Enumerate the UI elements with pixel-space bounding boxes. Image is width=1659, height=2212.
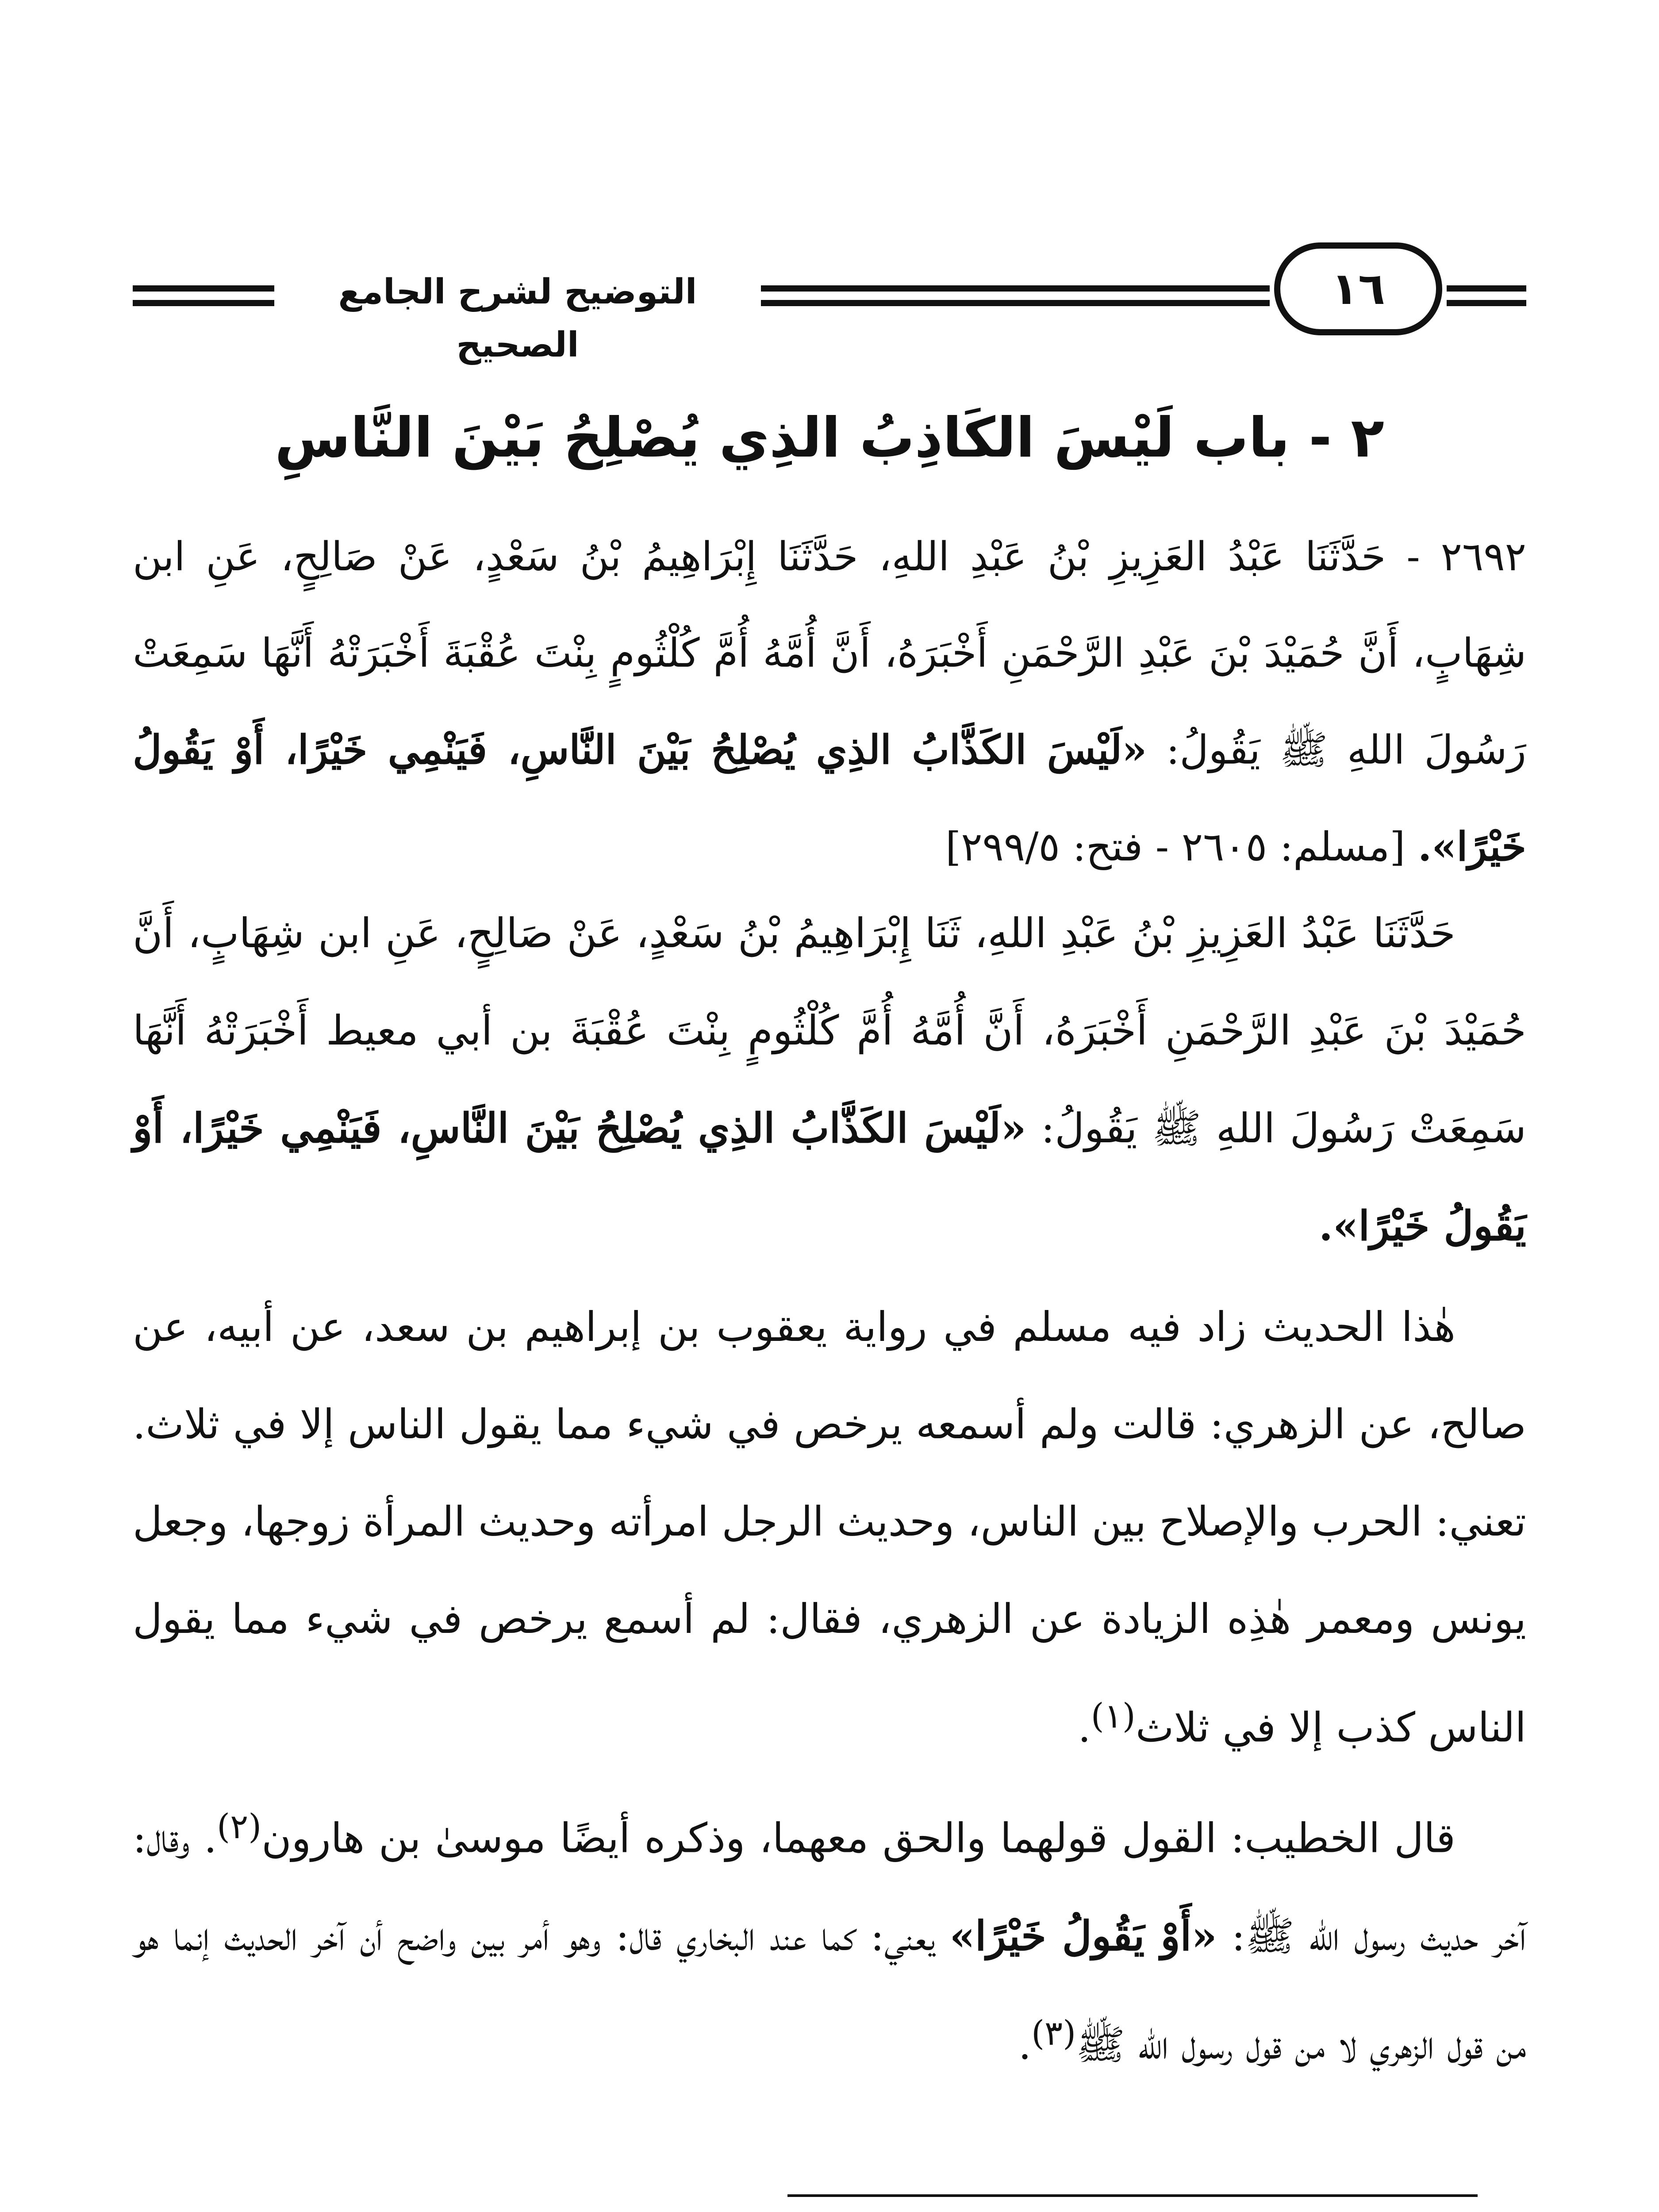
chapter-title: ٢ - باب لَيْسَ الكَاذِبُ الذِي يُصْلِحُ بَيْنَ النَّاسِ	[275, 406, 1384, 470]
paragraph-text: هٰذا الحديث زاد فيه مسلم في رواية يعقوب بن إبراهيم بن سعد، عن أبيه، عن صالح، عن الزهري: قالت ولم أسمعه يرخص في شيء مما يقول الناس إلا في ثلاث. تعني: الحرب والإصلاح بين الناس، وحديث الرجل امرأته وحديث المرأة زوجها، وجعل يونس ومعمر هٰذِه الزيادة عن الزهري، فقال: لم أسمع يرخص في شيء مما يقول الناس كذب إلا في ثلاث	[133, 1303, 1526, 1751]
paragraph-text: حَدَّثَنَا عَبْدُ العَزِيزِ بْنُ عَبْدِ اللهِ، ثَنَا إِبْرَاهِيمُ بْنُ سَعْدٍ، عَنْ صَالِحٍ، عَنِ ابن شِهَابٍ، أَنَّ حُمَيْدَ بْنَ عَبْدِ الرَّحْمَنِ أَخْبَرَهُ، أَنَّ أُمَّهُ أُمَّ كُلْثُومٍ بِنْتَ عُقْبَةَ بن أبي معيط أَخْبَرَتْهُ أَنَّهَا سَمِعَتْ رَسُولَ اللهِ ﷺ يَقُولُ:	[133, 910, 1527, 1152]
footnote-ref-1: (١)	[1091, 1697, 1136, 1736]
commentary-paragraph-2	[133, 1279, 1526, 1777]
paragraph-text: يعني: كما عند البخاري قال: وهو أمر بين واضح أن آخر الحديث إنما هو من قول الزهري لا من قول رسول الله ﷺ	[133, 1912, 1526, 2069]
header-rule-right	[761, 300, 1270, 306]
header-rule-right	[1447, 285, 1526, 292]
paragraph-text: قال الخطيب: القول قولهما والحق معهما، وذكره أيضًا موسىٰ بن هارون	[261, 1814, 1455, 1862]
quoted-hadith: «لَيْسَ الكَذَّابُ الذِي يُصْلِحُ بَيْنَ النَّاسِ، فَيَنْمِي خَيْرًا، أَوْ يَقُولُ خَيْرًا».	[133, 1104, 1526, 1250]
footnote-separator	[787, 2194, 1478, 2197]
header-rule-right	[761, 285, 1270, 292]
footnote-ref-3: (٣)	[1031, 2013, 1076, 2053]
hadith-reference: [مسلم: ٢٦٠٥ - فتح: ٢٩٩/٥]	[945, 824, 1418, 870]
paragraph-text: . وقال: آخر حديث رسول الله ﷺ:	[133, 1814, 1526, 1960]
page-number: ١٦	[1274, 242, 1442, 335]
hadith-isnad: - حَدَّثَنَا عَبْدُ العَزِيزِ بْنُ عَبْدِ اللهِ، حَدَّثَنَا إِبْرَاهِيمُ بْنُ سَعْدٍ، عَنْ صَالِحٍ، عَنِ ابن شِهَابٍ، أَنَّ حُمَيْدَ بْنَ عَبْدِ الرَّحْمَنِ أَخْبَرَهُ، أَنَّ أُمَّهُ أُمَّ كُلْثُومٍ بِنْتَ عُقْبَةَ أَخْبَرَتْهُ أَنَّهَا سَمِعَتْ رَسُولَ اللهِ ﷺ يَقُولُ:	[133, 534, 1526, 773]
commentary-paragraph-1	[133, 885, 1526, 1275]
hadith-text	[133, 509, 1526, 895]
quoted-phrase: «أَوْ يَقُولُ خَيْرًا»	[949, 1912, 1217, 1960]
hadith-quote: «لَيْسَ الكَذَّابُ الذِي يُصْلِحُ بَيْنَ النَّاسِ، فَيَنْمِي خَيْرًا، أَوْ يَقُولُ خَيْرًا».	[133, 726, 1526, 870]
header-rule-left	[133, 285, 274, 292]
paragraph-end: .	[1018, 2021, 1032, 2069]
commentary-paragraph-3	[133, 1778, 1526, 2093]
hadith-number: ٢٦٩٢	[1440, 534, 1526, 580]
running-header-title: التوضيح لشرح الجامع الصحيح	[338, 272, 697, 365]
paragraph-end: .	[1078, 1704, 1091, 1751]
footnote-ref-2: (٢)	[217, 1807, 262, 1847]
header-rule-left	[133, 300, 274, 306]
header-rule-right	[1447, 300, 1526, 306]
